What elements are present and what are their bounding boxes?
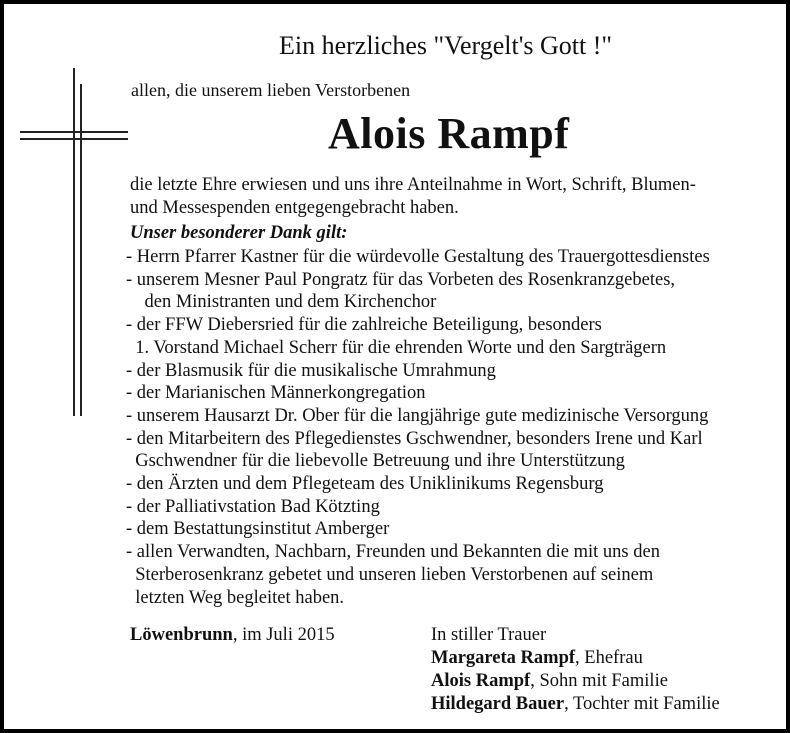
place: Löwenbrunn xyxy=(130,625,233,645)
mourner-name: Margareta Rampf xyxy=(431,648,576,668)
list-item: - dem Bestattungsinstitut Amberger xyxy=(126,519,390,540)
mourner-relation: , Ehefrau xyxy=(575,648,643,668)
list-item: 1. Vorstand Michael Scherr für die ehrenden Worte und den Sargträgern xyxy=(126,337,667,358)
mourner xyxy=(431,670,720,693)
list-item: - unserem Hausarzt Dr. Ober für die langjährige gute medizinische Versorgung xyxy=(126,405,709,426)
list-item: - der Palliativstation Bad Kötzting xyxy=(126,496,380,517)
place-date xyxy=(130,624,335,647)
deceased-name: Alois Rampf xyxy=(328,109,570,158)
list-item: - unserem Mesner Paul Pongratz für das Vorbeten des Rosenkranzgebetes, xyxy=(126,269,676,290)
list-item: den Ministranten und dem Kirchenchor xyxy=(126,292,437,313)
intro-text: allen, die unserem lieben Verstorbenen xyxy=(131,80,411,100)
list-item: Gschwendner für die liebevolle Betreuung und ihre Unterstützung xyxy=(126,451,625,472)
date: , im Juli 2015 xyxy=(232,625,335,645)
mourner-name: Hildegard Bauer xyxy=(431,694,565,714)
mourner xyxy=(431,647,720,670)
list-item: letzten Weg begleitet haben. xyxy=(126,587,345,608)
special-thanks-heading: Unser besonderer Dank gilt: xyxy=(130,223,348,243)
list-item: - den Ärzten und dem Pflegeteam des Uniklinikums Regensburg xyxy=(126,474,604,495)
list-item: Sterberosenkranz gebetet und unseren lieben Verstorbenen auf seinem xyxy=(126,564,654,585)
list-item: - den Mitarbeitern des Pflegedienstes Gschwendner, besonders Irene und Karl xyxy=(126,428,703,449)
list-item: - der Marianischen Männerkongregation xyxy=(126,383,426,404)
thanks-heading: Ein herzliches "Vergelt's Gott !" xyxy=(279,31,613,60)
list-item: - der Blasmusik für die musikalische Umrahmung xyxy=(126,360,496,381)
mourner-name: Alois Rampf xyxy=(431,671,531,691)
thanks-list xyxy=(126,246,710,609)
mourners-block xyxy=(431,624,720,716)
list-item: - Herrn Pfarrer Kastner für die würdevolle Gestaltung des Trauergottesdienstes xyxy=(126,247,710,267)
list-item: - der FFW Diebersried für die zahlreiche Beteiligung, besonders xyxy=(126,315,602,336)
mourning-label: In stiller Trauer xyxy=(431,625,547,645)
mourner-relation: , Tochter mit Familie xyxy=(564,694,720,714)
body-line: die letzte Ehre erwiesen und uns ihre Anteilnahme in Wort, Schrift, Blumen- xyxy=(130,175,696,195)
mourner xyxy=(431,693,720,716)
list-item: - allen Verwandten, Nachbarn, Freunden und Bekannten die mit uns den xyxy=(126,542,660,563)
body-text xyxy=(130,174,696,219)
mourner-relation: , Sohn mit Familie xyxy=(530,671,668,691)
body-line: und Messespenden entgegengebracht haben. xyxy=(130,197,459,218)
